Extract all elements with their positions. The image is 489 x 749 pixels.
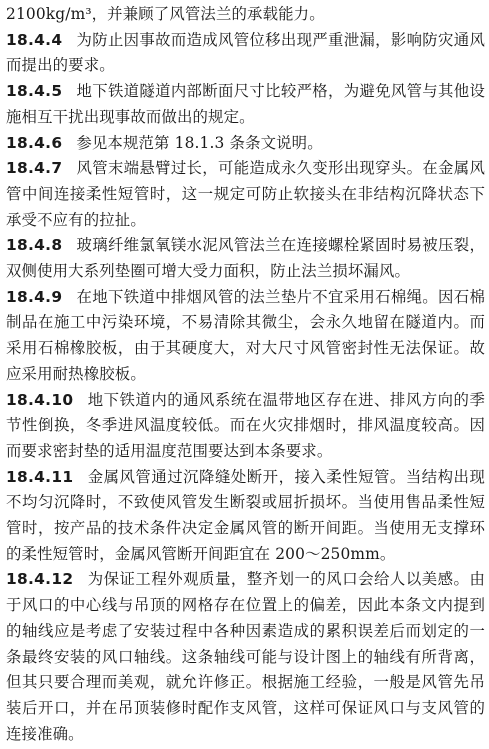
clause-number: 18.4.6 [6,133,63,152]
clause-18-4-10 [6,388,485,465]
clause-number: 18.4.12 [6,570,74,589]
clause-number: 18.4.5 [6,82,63,101]
clause-18-4-12 [6,567,485,747]
clause-text: 金属风管通过沉降缝处断开，接入柔性短管。当结构出现不均匀沉降时，不致使风管发生断裂或屈折损坏。当使用售品柔性短管时，按产品的技术条件决定金属风管的断开间距。当使用无支撑环的柔性短管时，金属风管断开间距宜在 200～250mm。 [6,467,485,563]
clause-text: 地下铁道隧道内部断面尺寸比较严格，为避免风管与其他设施相互干扰出现事故而做出的规定。 [6,82,485,126]
clause-18-4-11 [6,465,485,568]
clause-text: 参见本规范第 18.1.3 条条文说明。 [76,133,323,152]
clause-number: 18.4.9 [6,287,63,306]
clause-18-4-5 [6,79,485,130]
clause-number: 18.4.11 [6,467,74,486]
clause-18-4-9 [6,285,485,388]
clause-18-4-4 [6,28,485,79]
clause-number: 18.4.10 [6,390,74,409]
clause-18-4-7 [6,156,485,233]
clause-text: 风管末端悬臂过长，可能造成永久变形出现穿头。在金属风管中间连接柔性短管时，这一规定可防止软接头在非结构沉降状态下承受不应有的拉扯。 [6,159,485,229]
paragraph-continuation [6,2,485,28]
clause-text: 地下铁道内的通风系统在温带地区存在进、排风方向的季节性倒换，冬季进风温度较低。而在火灾排烟时，排风温度较高。因而要求密封垫的适用温度范围要达到本条要求。 [6,390,485,460]
clause-text: 为保证工程外观质量，整齐划一的风口会给人以美感。由于风口的中心线与吊顶的网格存在位置上的偏差，因此本条文内提到的轴线应是考虑了安装过程中各种因素造成的累积误差后而划定的一条最终安装的风口轴线。这条轴线可能与设计图上的轴线有所背离，但其只要合理而美观，就允许修正。根据施工经验，一般是风管先吊装后开口，并在吊顶装修时配作支风管，这样可保证风口与支风管的连接准确。 [6,570,485,743]
clause-text: 在地下铁道中排烟风管的法兰垫片不宜采用石棉绳。因石棉制品在施工中污染环境，不易清除其微尘，会永久地留在隧道内。而采用石棉橡胶板，由于其硬度大，对大尺寸风管密封性无法保证。故应采用耐热橡胶板。 [6,287,485,383]
clause-18-4-8 [6,233,485,284]
clause-18-4-6 [6,131,485,157]
clause-number: 18.4.7 [6,159,63,178]
paragraph-text: 2100kg/m³，并兼顾了风管法兰的承载能力。 [6,5,325,23]
clause-number: 18.4.4 [6,30,63,49]
clause-number: 18.4.8 [6,236,63,255]
clause-text: 玻璃纤维氯氧镁水泥风管法兰在连接螺栓紧固时易被压裂，双侧使用大系列垫圈可增大受力面积，防止法兰损坏漏风。 [6,236,485,281]
clause-text: 为防止因事故而造成风管位移出现严重泄漏，影响防灾通风而提出的要求。 [6,30,485,75]
